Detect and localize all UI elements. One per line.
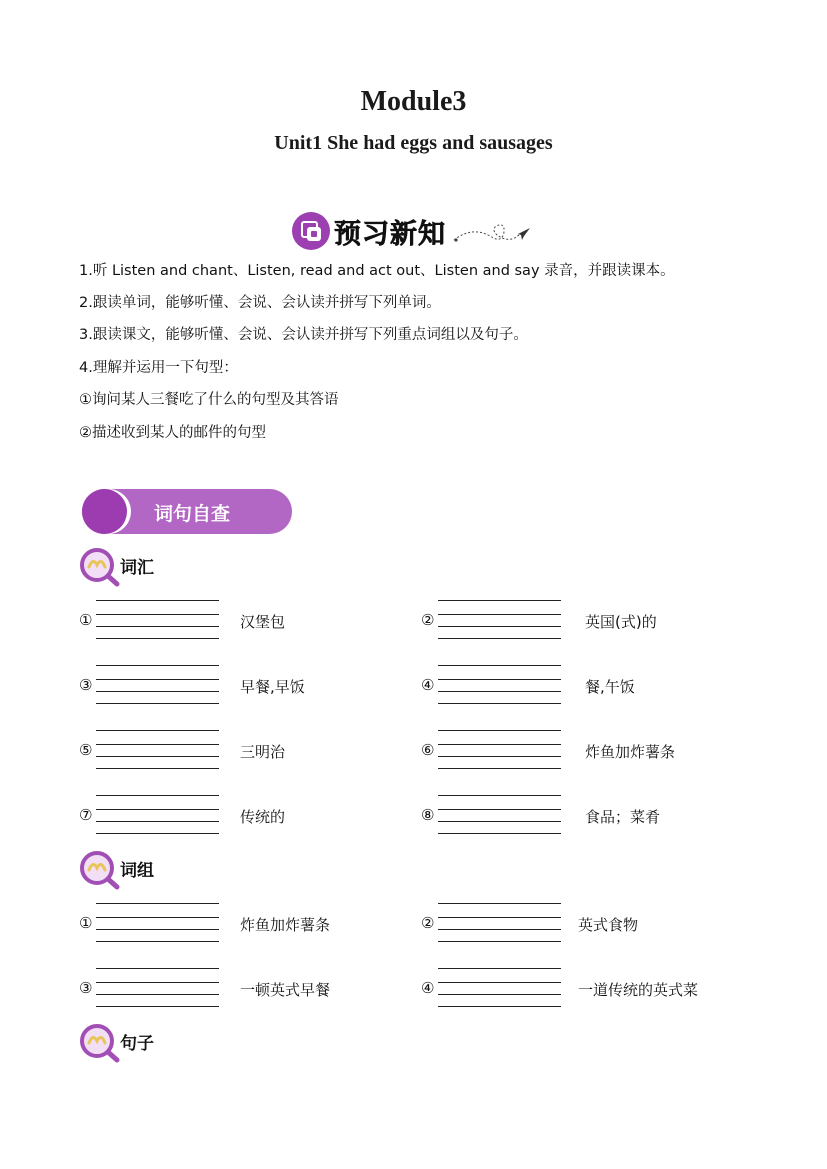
phrase-number-2: ②: [421, 914, 435, 932]
vocab-number-5: ⑤: [79, 741, 93, 759]
instruction-3: 3.跟读课文，能够听懂、会说、会认读并拼写下列重点词组以及句子。: [79, 327, 528, 343]
vocab-meaning-2: 英国(式)的: [585, 613, 657, 631]
vocab-blank-1[interactable]: [96, 600, 219, 642]
vocab-blank-2[interactable]: [438, 600, 561, 642]
vocab-number-7: ⑦: [79, 806, 93, 824]
phrases-label: 词组: [120, 861, 154, 881]
module-title: Module3: [360, 86, 467, 117]
vocab-meaning-4: 餐,午饭: [585, 678, 635, 696]
unit-title: Unit1 She had eggs and sausages: [274, 132, 553, 154]
instruction-6: ②描述收到某人的邮件的句型: [79, 425, 266, 441]
vocab-blank-5[interactable]: [96, 730, 219, 772]
vocab-number-6: ⑥: [421, 741, 435, 759]
image-icon: [292, 212, 330, 250]
phrase-number-1: ①: [79, 914, 93, 932]
phrase-number-3: ③: [79, 979, 93, 997]
vocab-number-3: ③: [79, 676, 93, 694]
paper-plane-icon: [452, 218, 532, 248]
magnifier-icon: [79, 1023, 121, 1063]
phrase-number-4: ④: [421, 979, 435, 997]
vocab-number-8: ⑧: [421, 806, 435, 824]
vocab-meaning-5: 三明治: [240, 743, 286, 761]
phrase-meaning-2: 英式食物: [578, 916, 639, 934]
phrase-blank-4[interactable]: [438, 968, 561, 1010]
vocab-meaning-8: 食品；菜肴: [585, 808, 661, 826]
phrase-meaning-1: 炸鱼加炸薯条: [240, 916, 331, 934]
instruction-5: ①询问某人三餐吃了什么的句型及其答语: [79, 392, 339, 408]
vocab-meaning-3: 早餐,早饭: [240, 678, 305, 696]
vocab-number-2: ②: [421, 611, 435, 629]
vocab-blank-6[interactable]: [438, 730, 561, 772]
phrase-meaning-4: 一道传统的英式菜: [578, 981, 699, 999]
section-header: [82, 489, 292, 534]
instruction-4: 4.理解并运用一下句型：: [79, 360, 238, 376]
phrase-blank-1[interactable]: [96, 903, 219, 945]
sentences-label: 句子: [120, 1034, 154, 1054]
vocab-number-4: ④: [421, 676, 435, 694]
phrase-blank-3[interactable]: [96, 968, 219, 1010]
instruction-2: 2.跟读单词，能够听懂、会说、会认读并拼写下列单词。: [79, 295, 441, 311]
vocab-blank-8[interactable]: [438, 795, 561, 837]
magnifier-icon: [79, 850, 121, 890]
vocabulary-heading: [79, 547, 209, 587]
preview-title: 预习新知: [334, 219, 446, 250]
preview-banner: [292, 210, 532, 252]
vocab-blank-7[interactable]: [96, 795, 219, 837]
section-title: 词句自查: [154, 503, 231, 525]
magnifier-icon: [79, 547, 121, 587]
vocab-number-1: ①: [79, 611, 93, 629]
vocab-meaning-6: 炸鱼加炸薯条: [585, 743, 676, 761]
vocab-meaning-7: 传统的: [240, 808, 286, 826]
vocab-blank-4[interactable]: [438, 665, 561, 707]
sentences-heading: [79, 1023, 209, 1063]
instruction-1: 1.听 Listen and chant、Listen, read and act out、Listen and say 录音，并跟读课本。: [79, 263, 675, 279]
phrase-blank-2[interactable]: [438, 903, 561, 945]
phrase-meaning-3: 一顿英式早餐: [240, 981, 331, 999]
vocabulary-label: 词汇: [120, 558, 154, 578]
phrases-heading: [79, 850, 209, 890]
vocab-meaning-1: 汉堡包: [240, 613, 286, 631]
vocab-blank-3[interactable]: [96, 665, 219, 707]
